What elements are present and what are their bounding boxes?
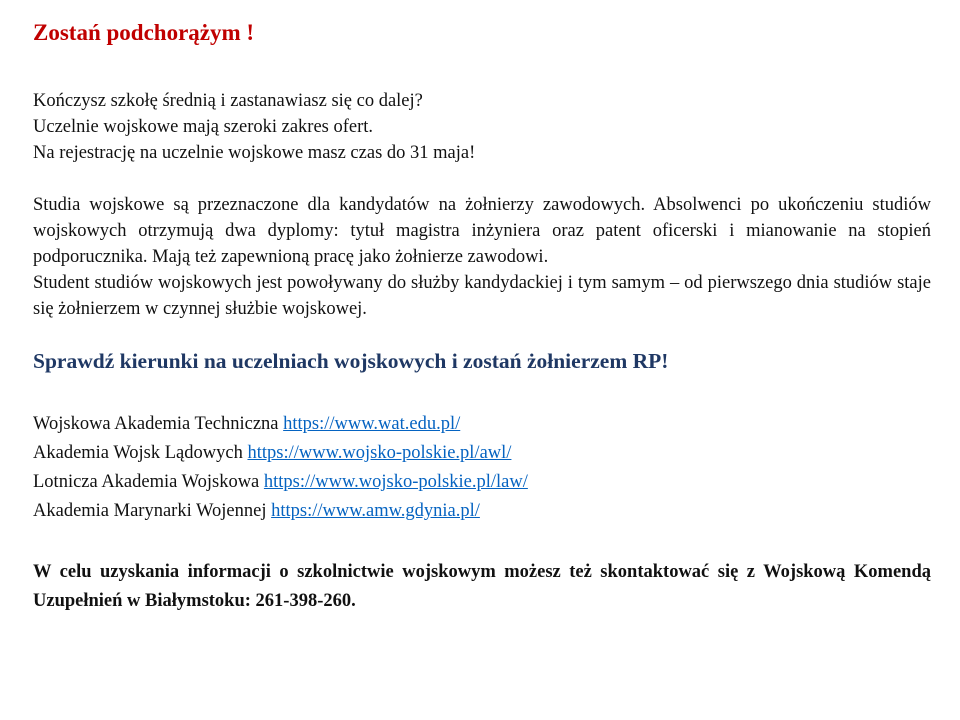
academy-link[interactable]: https://www.wojsko-polskie.pl/awl/	[247, 443, 512, 463]
academy-name: Akademia Wojsk Lądowych	[33, 443, 243, 463]
studies-paragraph: Student studiów wojskowych jest powoływany do służby kandydackiej i tym samym – od pierwszego dnia studiów staje się żołnierzem w czynnej służbie wojskowej.	[33, 273, 931, 319]
academy-link[interactable]: https://www.amw.gdynia.pl/	[271, 501, 480, 521]
academy-item	[33, 468, 931, 497]
intro-section	[33, 88, 931, 166]
academy-item	[33, 410, 931, 439]
document-page	[33, 16, 931, 635]
contact-paragraph: W celu uzyskania informacji o szkolnictwie wojskowym możesz też skontaktować się z Wojskową Komendą Uzupełnień w Białymstoku: 261-398-260.	[33, 562, 931, 611]
academy-name: Wojskowa Akademia Techniczna	[33, 414, 279, 434]
academy-item	[33, 497, 931, 526]
academy-link[interactable]: https://www.wojsko-polskie.pl/law/	[263, 472, 528, 492]
academy-link[interactable]: https://www.wat.edu.pl/	[283, 414, 461, 434]
intro-line: Na rejestrację na uczelnie wojskowe masz czas do 31 maja!	[33, 143, 476, 163]
intro-line: Uczelnie wojskowe mają szeroki zakres ofert.	[33, 117, 374, 137]
academy-list	[33, 410, 931, 526]
academy-name: Lotnicza Akademia Wojskowa	[33, 472, 260, 492]
page-title: Zostań podchorążym !	[33, 20, 255, 45]
studies-section	[33, 192, 931, 322]
academy-name: Akademia Marynarki Wojennej	[33, 501, 267, 521]
section-heading: Sprawdź kierunki na uczelniach wojskowych i zostań żołnierzem RP!	[33, 349, 669, 373]
studies-paragraph: Studia wojskowe są przeznaczone dla kandydatów na żołnierzy zawodowych. Absolwenci po ukończeniu studiów wojskowych otrzymują dwa dyplomy: tytuł magistra inżyniera oraz patent oficerski i mianowanie na stopień podporucznika. Mają też zapewnioną pracę jako żołnierze zawodowi.	[33, 195, 931, 267]
intro-line: Kończysz szkołę średnią i zastanawiasz się co dalej?	[33, 91, 423, 111]
academy-item	[33, 439, 931, 468]
